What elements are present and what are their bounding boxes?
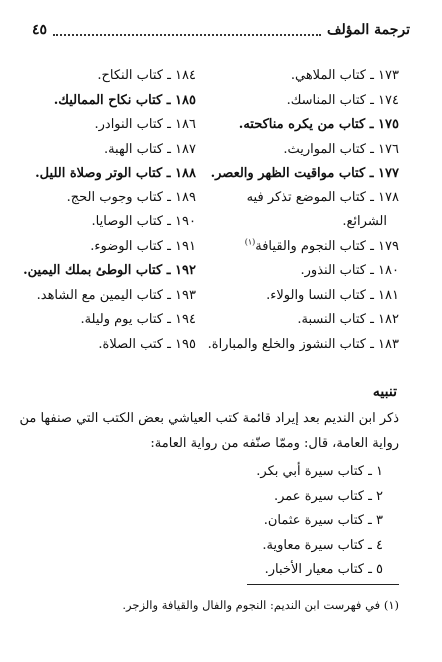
list-item: ١٧٥ ـ كتاب من يكره مناكحته. <box>238 117 399 132</box>
list-item: ١٧٦ ـ كتاب المواريث. <box>283 142 399 157</box>
list-item: ١٨٠ ـ كتاب النذور. <box>300 263 399 278</box>
list-item: ١٨٢ ـ كتاب النسبة. <box>297 312 399 327</box>
list-item: ١٨٥ ـ كتاب نكاح المماليك. <box>53 93 196 108</box>
numbered-item: ٥ ـ كتاب معيار الأخبار. <box>264 562 383 577</box>
list-item: ١٩٢ ـ كتاب الوطئ بملك اليمين. <box>23 263 196 278</box>
list-item: ١٨٩ ـ كتاب وجوب الحج. <box>66 190 196 205</box>
list-item: ١٨٦ ـ كتاب النوادر. <box>94 117 196 132</box>
section-heading: تنبيه <box>372 384 397 400</box>
list-item: ١٧٤ ـ كتاب المناسك. <box>286 93 399 108</box>
list-item-continuation: الشرائع. <box>342 214 387 229</box>
list-item: ١٨٨ ـ كتاب الوتر وصلاة الليل. <box>35 166 196 181</box>
list-item: ١٨٣ ـ كتاب النشوز والخلع والمباراة. <box>207 337 399 352</box>
list-item: ١٨١ ـ كتاب النسا والولاء. <box>266 288 399 303</box>
list-item: ١٧٨ ـ كتاب الموضع تذكر فيه <box>246 190 399 205</box>
numbered-item: ٤ ـ كتاب سيرة معاوية. <box>262 538 383 553</box>
list-item: ١٩٣ ـ كتاب اليمين مع الشاهد. <box>36 288 196 303</box>
footnote-separator <box>247 584 399 585</box>
numbered-item: ٣ ـ كتاب سيرة عثمان. <box>263 513 383 528</box>
footnote: (١) في فهرست ابن النديم: النجوم والفال والقيافة والزجر. <box>122 598 399 612</box>
numbered-item: ١ ـ كتاب سيرة أبي بكر. <box>256 464 383 479</box>
chapter-title: ترجمة المؤلف <box>327 22 410 38</box>
list-item <box>245 239 399 255</box>
list-item-text: ١٧٩ ـ كتاب النجوم والقيافة <box>255 239 399 254</box>
dotted-leader <box>53 25 321 36</box>
list-item: ١٩٠ ـ كتاب الوصايا. <box>91 214 196 229</box>
numbered-item: ٢ ـ كتاب سيرة عمر. <box>273 489 383 504</box>
list-item: ١٩٥ ـ كتب الصلاة. <box>98 337 196 352</box>
list-item: ١٧٧ ـ كتاب مواقيت الظهر والعصر. <box>210 166 399 181</box>
paragraph-line: رواية العامة، قال: وممّا صنّفه من رواية العامة: <box>150 436 399 451</box>
footnote-reference: (١) <box>244 237 256 247</box>
list-item: ١٨٤ ـ كتاب النكاح. <box>97 68 196 83</box>
running-header <box>32 20 410 40</box>
list-item: ١٨٧ ـ كتاب الهبة. <box>103 142 196 157</box>
list-item: ١٧٣ ـ كتاب الملاهي. <box>290 68 399 83</box>
list-item: ١٩٤ ـ كتاب يوم وليلة. <box>80 312 196 327</box>
paragraph-line: ذكر ابن النديم بعد إيراد قائمة كتب العياشي بعض الكتب التي صنفها من <box>19 411 399 426</box>
list-item: ١٩١ ـ كتاب الوضوء. <box>90 239 196 254</box>
page-number: ٤٥ <box>32 22 48 38</box>
